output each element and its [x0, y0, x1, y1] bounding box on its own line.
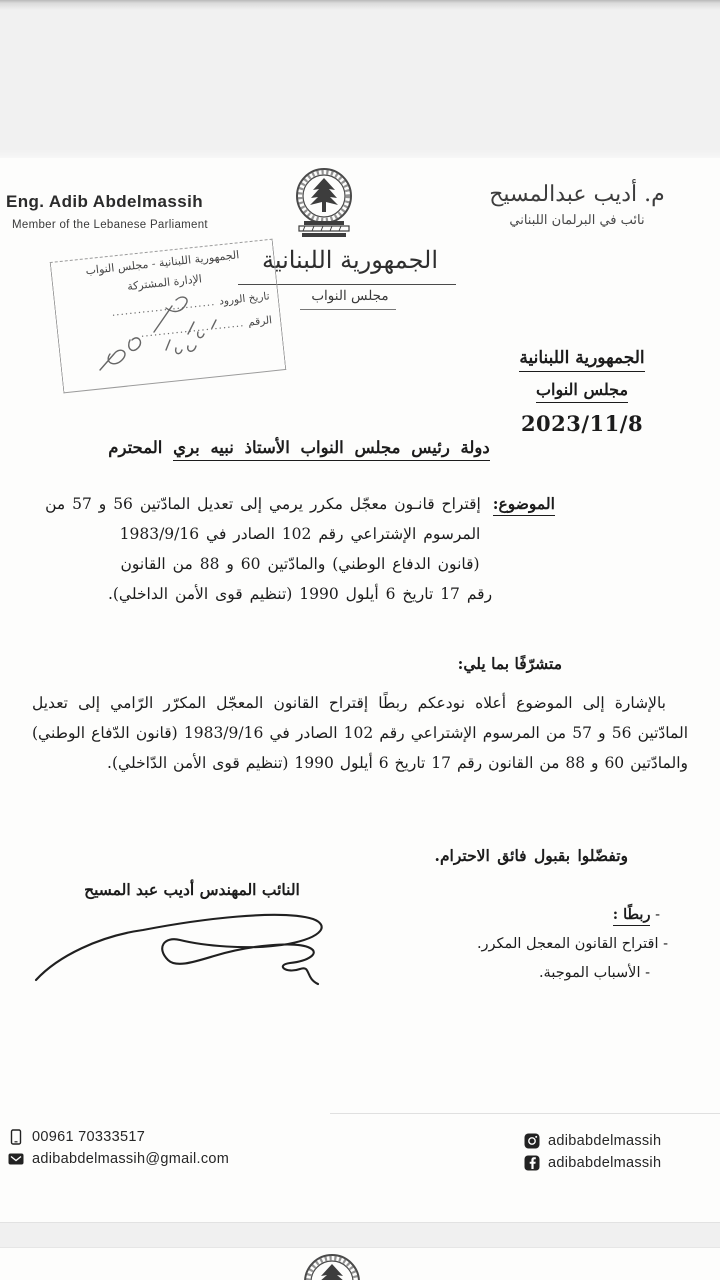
instagram-handle: adibabdelmassih	[548, 1133, 662, 1149]
attachments-label-row	[408, 900, 668, 930]
phone-icon	[8, 1129, 24, 1145]
letter-date: 2023/11/8	[520, 411, 644, 436]
stamp-line-1: الجمهورية اللبنانية - مجلس النواب	[84, 248, 240, 278]
email-address: adibabdelmassih@gmail.com	[32, 1151, 230, 1167]
letterhead-right-block	[472, 348, 692, 448]
right-parliament: مجلس النواب	[536, 380, 628, 403]
parliament-cedar-seal-icon	[286, 166, 362, 254]
member-name-arabic: م. أديب عبدالمسيح	[489, 182, 665, 207]
instagram-row	[524, 1130, 661, 1152]
addressee-line	[60, 438, 538, 457]
member-name-english: Eng. Adib Abdelmassih	[6, 192, 203, 211]
salutation-line: متشرّفًا بما يلي:	[457, 654, 562, 673]
right-republic: الجمهورية اللبنانية	[519, 348, 644, 372]
footer-contact-right	[524, 1130, 661, 1174]
phone-row	[8, 1126, 229, 1148]
closing-line: وتفضّلوا بقبول فائق الاحترام.	[434, 846, 628, 865]
addressee-underlined: دولة رئيس مجلس النواب الأستاذ نبيه بري	[173, 438, 490, 461]
facebook-handle: adibabdelmassih	[548, 1155, 662, 1171]
letterhead-parliament-title: مجلس النواب	[311, 288, 389, 304]
subject-line-1: الموضوع: إقتراح قانـون معجّل مكرر يرمي إلى تعديل المادّتين 56 و 57 من	[30, 489, 570, 519]
scan-background-top	[0, 0, 720, 158]
scan-background-bottom	[0, 1222, 720, 1248]
footer-contact-left	[8, 1126, 229, 1170]
signatory-name: النائب المهندس أديب عبد المسيح	[84, 880, 300, 899]
signature-image	[28, 898, 328, 997]
attachment-item-2: - الأسباب الموجبة.	[538, 965, 650, 981]
letterhead-parliament-underline	[300, 309, 396, 310]
stamp-number-dots: ........................	[140, 317, 245, 340]
facebook-row	[524, 1152, 661, 1174]
body-paragraph: بالإشارة إلى الموضوع أعلاه نودعكم ربطًا إقتراح القانون المعجّل المكرّر الرّامي إلى تعديل المادّتين 56 و 57 من المرسوم الإشتراعي رقم 102 الصادر في 1983/9/16 (قانون الدّفاع الوطني) والمادّتين 60 و 88 من القانون رقم 17 تاريخ 6 أيلول 1990 (تنظيم قوى الأمن الدّاخلي).	[32, 694, 689, 772]
stamp-line-2: الإدارة المشتركة	[126, 272, 203, 294]
attachments-dash: -	[655, 907, 660, 923]
subject-block	[30, 489, 570, 609]
subject-label: الموضوع:	[493, 494, 555, 516]
subject-line-4: رقم 17 تاريخ 6 أيلول 1990 (تنظيم قوى الأمن الداخلي).	[107, 585, 493, 603]
member-title-arabic: نائب في البرلمان اللبناني	[509, 213, 645, 228]
phone-number: 00961 70333517	[32, 1129, 146, 1145]
footer-divider	[330, 1113, 720, 1114]
stamp-date-label: تاريخ الورود	[218, 290, 271, 308]
facebook-icon	[524, 1155, 540, 1171]
letterhead-republic-title: الجمهورية اللبنانية	[261, 246, 439, 274]
stamp-number-label: الرقم	[247, 314, 273, 329]
instagram-icon	[524, 1133, 540, 1149]
email-icon	[8, 1151, 24, 1167]
registry-stamp	[50, 239, 287, 394]
attachment-item-1: - اقتراح القانون المعجل المكرر.	[476, 936, 668, 952]
next-page-partial-seal-icon	[300, 1252, 364, 1280]
member-title-english: Member of the Lebanese Parliament	[12, 219, 208, 231]
member-name-arabic-block	[452, 182, 702, 228]
stamp-date-dots: ........................	[111, 296, 216, 319]
subject-line-3: (قانون الدفاع الوطني) والمادّتين 60 و 88 من القانون	[120, 555, 480, 573]
subject-line-2: المرسوم الإشتراعي رقم 102 الصادر في 1983/9/16	[119, 525, 481, 543]
addressee-honorific: المحترم	[108, 438, 163, 457]
attachments-list	[408, 900, 668, 988]
email-row	[8, 1148, 229, 1170]
attachments-label: ربطًا :	[613, 906, 651, 926]
